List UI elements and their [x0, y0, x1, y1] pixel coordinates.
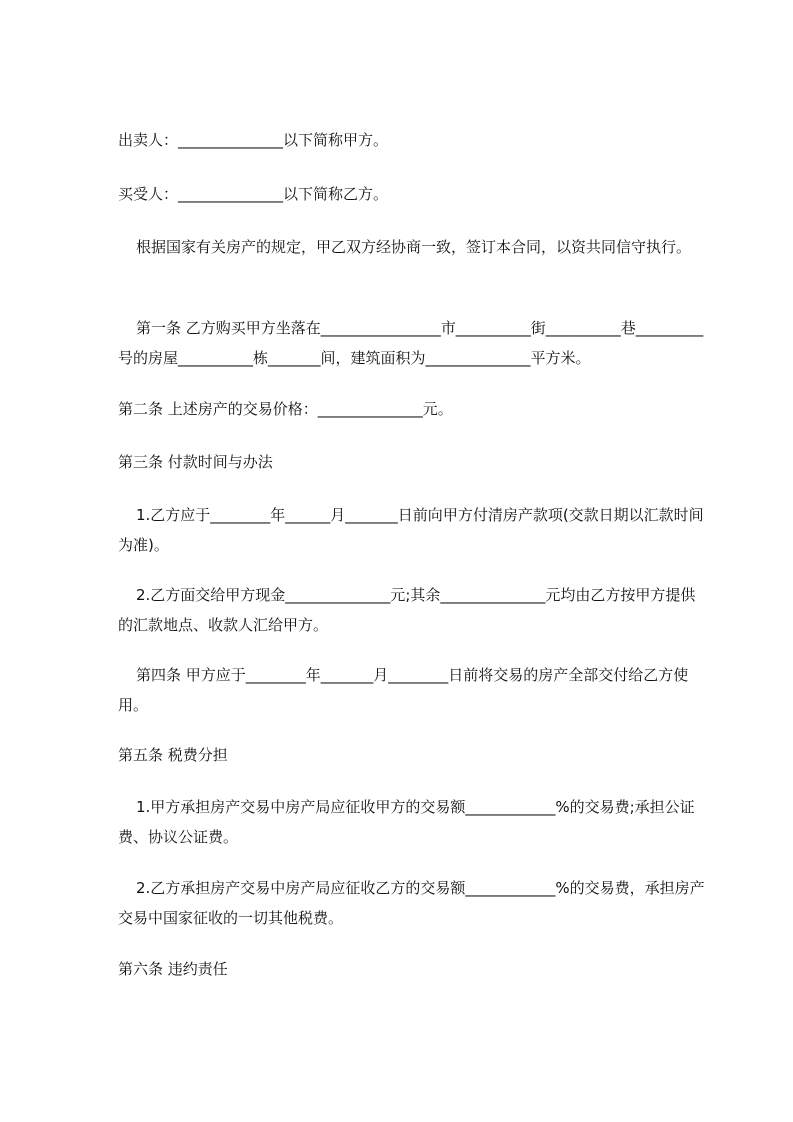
preamble-text: 根据国家有关房产的规定，甲乙双方经协商一致，签订本合同，以资共同信守执行。 — [136, 238, 692, 256]
article-3-item-2-text: 2.乙方面交给甲方现金______________元;其余______________元均由乙方按甲方提供的汇款地点、收款人汇给甲方。 — [118, 586, 696, 634]
article-3-item-2 — [118, 580, 710, 640]
preamble-paragraph — [118, 232, 710, 262]
article-4-text: 第四条 甲方应于________年_______月________日前将交易的房产全部交付给乙方使用。 — [118, 666, 689, 714]
article-2-paragraph — [118, 394, 710, 424]
article-2-text: 第二条 上述房产的交易价格：______________元。 — [118, 400, 453, 418]
article-5-item-2-text: 2.乙方承担房产交易中房产局应征收乙方的交易额____________%的交易费，承担房产交易中国家征收的一切其他税费。 — [118, 879, 705, 927]
article-6-heading-text: 第六条 违约责任 — [118, 960, 228, 978]
article-5-item-2 — [118, 873, 710, 933]
article-3-heading-text: 第三条 付款时间与办法 — [118, 453, 273, 471]
article-3-heading — [118, 447, 710, 477]
article-1-text: 第一条 乙方购买甲方坐落在________________市__________街__________巷_________号的房屋__________栋_______间，建筑面积为______________平方米。 — [118, 319, 704, 367]
article-5-item-1-text: 1.甲方承担房产交易中房产局应征收甲方的交易额____________%的交易费;承担公证费、协议公证费。 — [118, 798, 695, 846]
article-6-heading — [118, 954, 710, 984]
article-5-item-1 — [118, 792, 710, 852]
article-5-heading-text: 第五条 税费分担 — [118, 746, 228, 764]
buyer-text: 买受人：______________以下简称乙方。 — [118, 185, 389, 203]
article-3-item-1-text: 1.乙方应于________年______月_______日前向甲方付清房产款项(交款日期以汇款时间为准)。 — [118, 506, 704, 554]
seller-line — [118, 125, 710, 155]
article-1-paragraph — [118, 313, 710, 373]
buyer-line — [118, 179, 710, 209]
article-4-paragraph — [118, 660, 710, 720]
article-5-heading — [118, 740, 710, 770]
seller-text: 出卖人：______________以下简称甲方。 — [118, 131, 389, 149]
article-3-item-1 — [118, 500, 710, 560]
